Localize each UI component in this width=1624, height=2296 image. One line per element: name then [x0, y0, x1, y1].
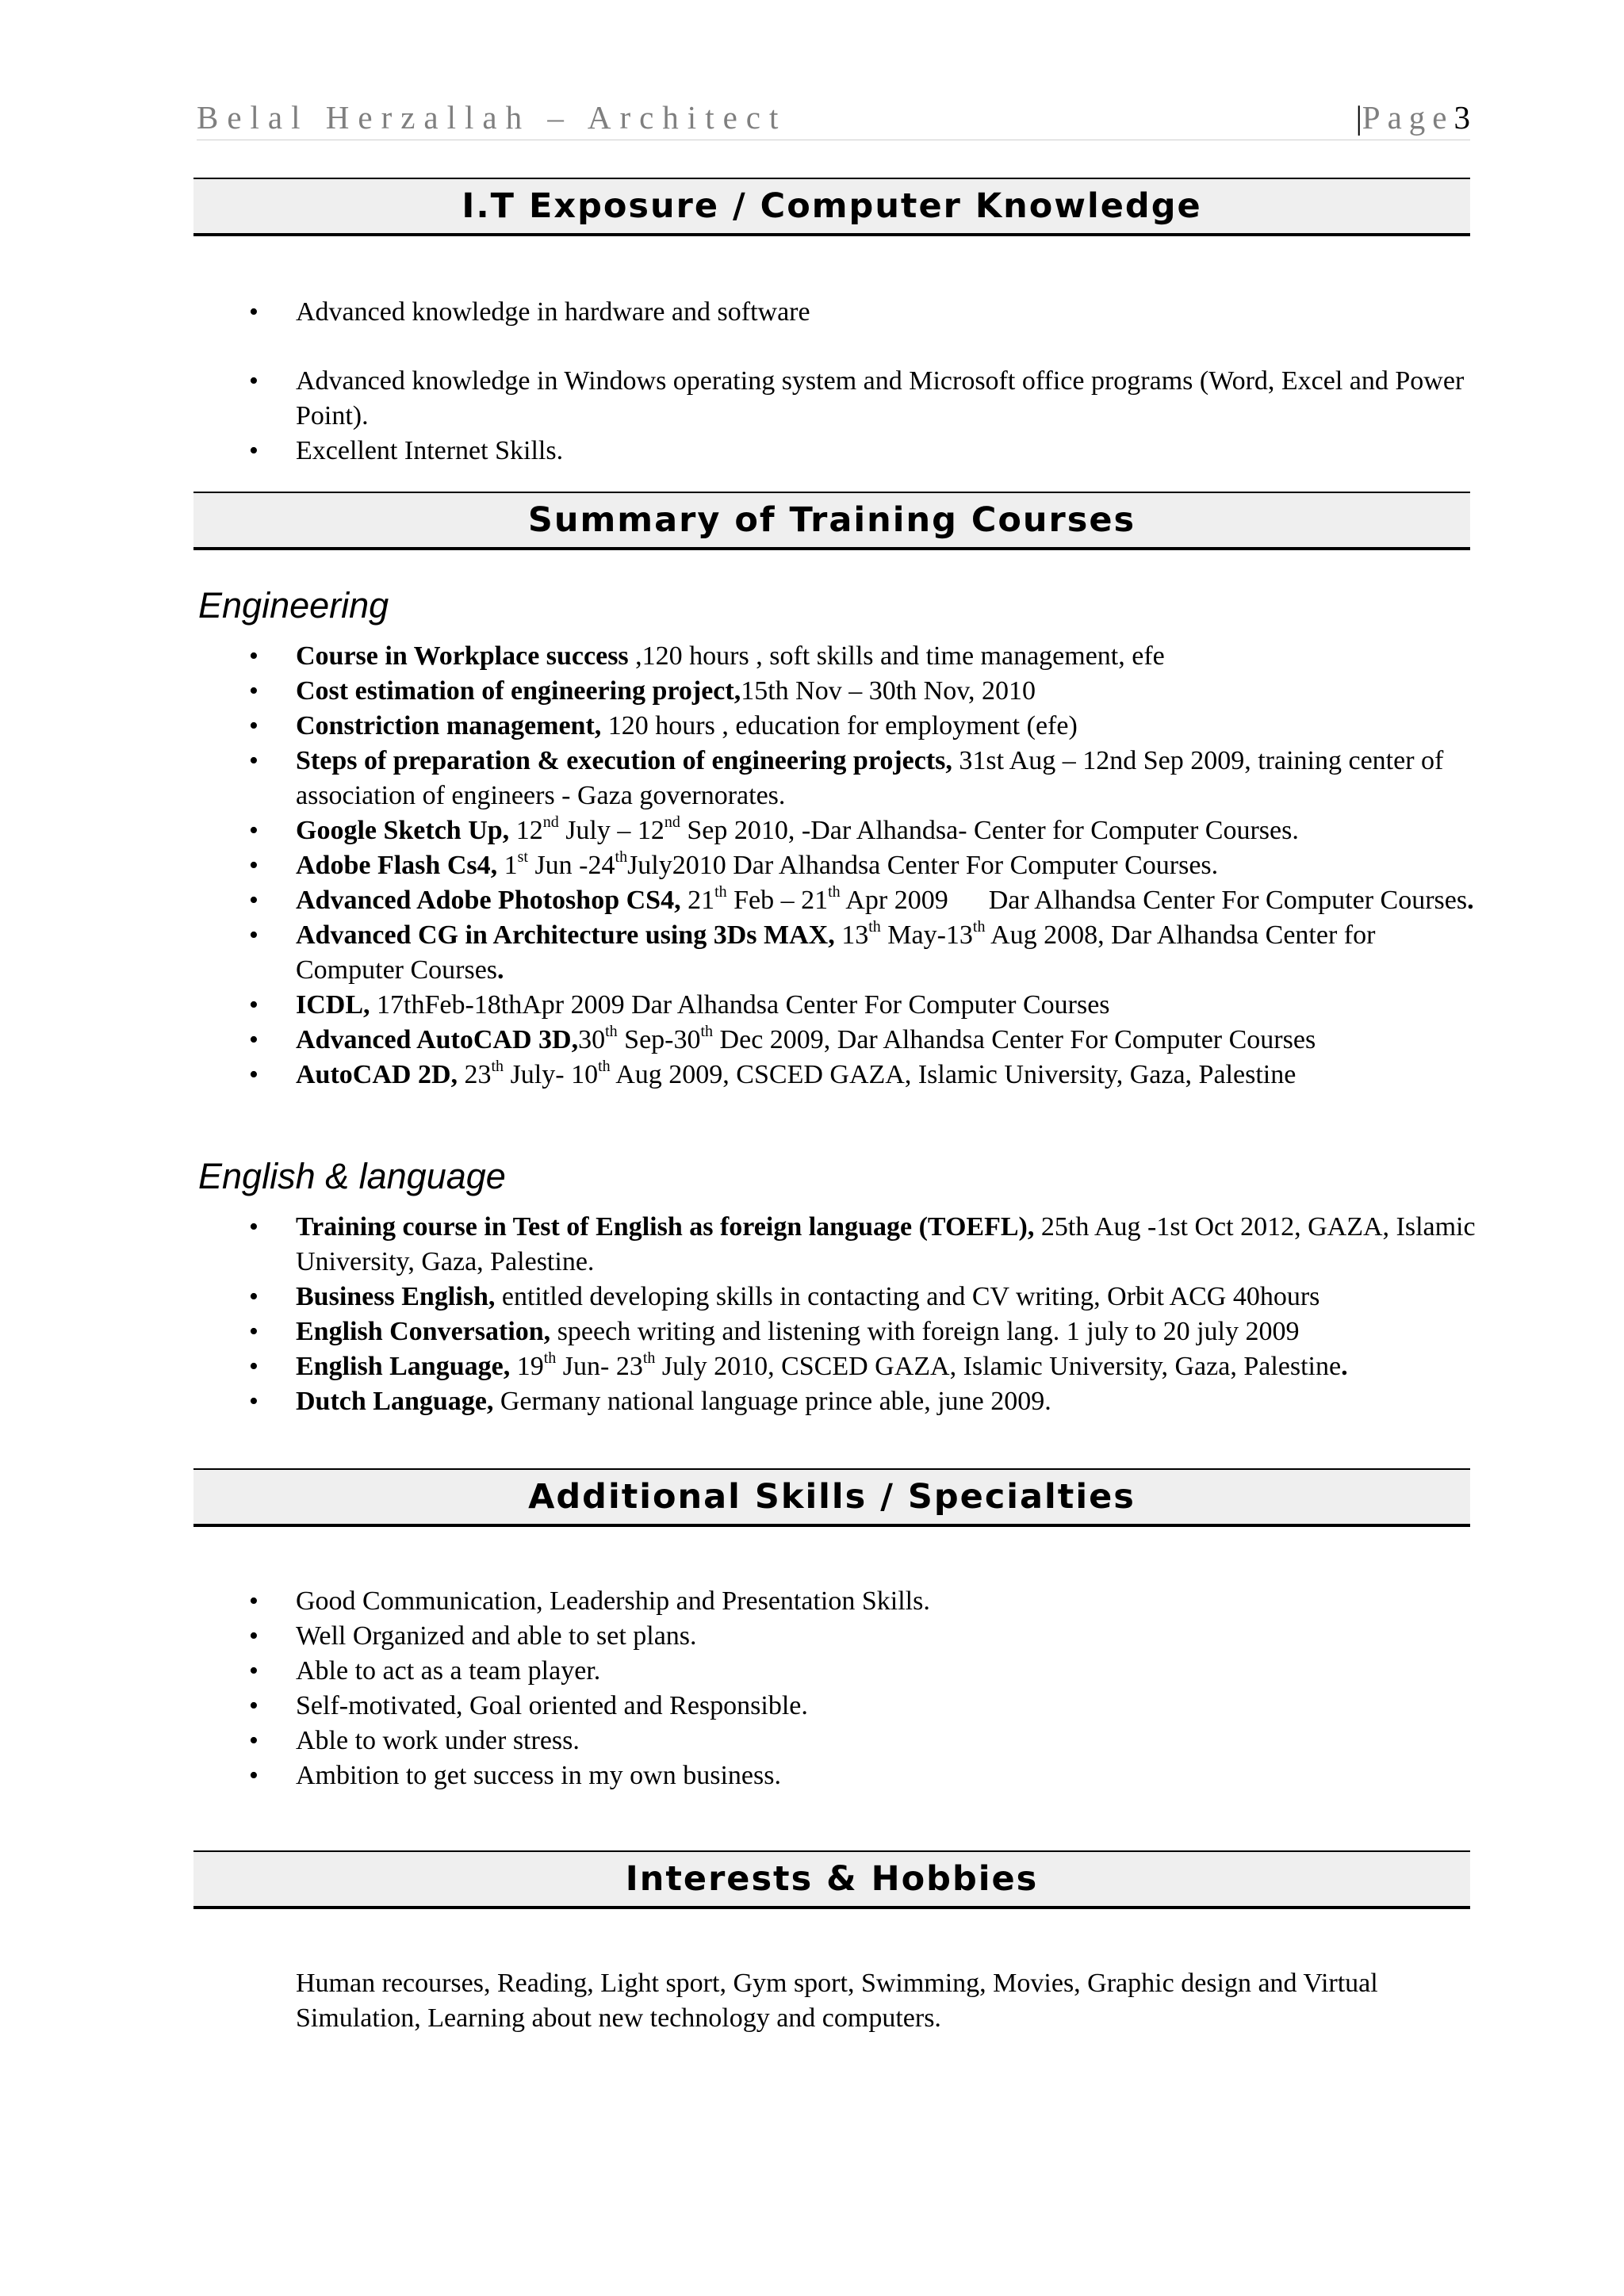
- page-separator: |: [1355, 99, 1362, 136]
- section-heading-hobbies: [193, 1850, 1470, 1909]
- list-item: • Self-motivated, Goal oriented and Responsible.: [249, 1691, 808, 1720]
- subheading-engineering: Engineering: [198, 585, 389, 626]
- list-item: • Advanced Adobe Photoshop CS4, 21th Feb – 21th Apr 2009 Dar Alhandsa Center For Computer Courses.: [249, 883, 1474, 915]
- list-item: • Adobe Flash Cs4, 1st Jun -24thJuly2010 Dar Alhandsa Center For Computer Courses.: [249, 848, 1219, 880]
- list-item: • Cost estimation of engineering project,15th Nov – 30th Nov, 2010: [249, 676, 1036, 706]
- list-item: • Advanced knowledge in Windows operating system and Microsoft office programs (Word, Excel and Power Point).: [249, 366, 1465, 430]
- section-heading-text: Interests & Hobbies: [625, 1859, 1039, 1899]
- list-item: • Business English, entitled developing skills in contacting and CV writing, Orbit ACG 40hours: [249, 1282, 1320, 1311]
- list-item: • ICDL, 17thFeb-18thApr 2009 Dar Alhandsa Center For Computer Courses: [249, 990, 1110, 1020]
- hobbies-paragraph: Human recourses, Reading, Light sport, Gym sport, Swimming, Movies, Graphic design and Virtual Simulation, Learning about new technology and computers.: [296, 1969, 1378, 2033]
- list-item: • Ambition to get success in my own business.: [249, 1761, 781, 1790]
- section-heading-text: Additional Skills / Specialties: [528, 1477, 1136, 1517]
- list-item: • Excellent Internet Skills.: [249, 436, 564, 465]
- list-item: • Well Organized and able to set plans.: [249, 1621, 697, 1651]
- list-item: • Google Sketch Up, 12nd July – 12nd Sep 2010, -Dar Alhandsa- Center for Computer Courses.: [249, 813, 1299, 845]
- section-heading-skills: [193, 1468, 1470, 1527]
- list-item: • Steps of preparation & execution of engineering projects, 31st Aug – 12nd Sep 2009, training center of association of engineers - Gaza governorates.: [249, 746, 1444, 810]
- english-courses-list: [0, 1210, 1485, 1419]
- list-item: • Able to work under stress.: [249, 1726, 580, 1755]
- list-item: • Advanced knowledge in hardware and software: [249, 297, 810, 327]
- page-indicator: [1356, 98, 1470, 136]
- list-item: • AutoCAD 2D, 23th July- 10th Aug 2009, CSCED GAZA, Islamic University, Gaza, Palestine: [249, 1058, 1297, 1089]
- page-label: Page: [1362, 99, 1454, 136]
- list-item: • Able to act as a team player.: [249, 1656, 601, 1686]
- engineering-courses-list: [0, 639, 1485, 1093]
- list-item: • English Language, 19th Jun- 23th July 2010, CSCED GAZA, Islamic University, Gaza, Palestine.: [249, 1349, 1348, 1381]
- page-header: [197, 94, 1470, 140]
- header-title: Belal Herzallah – Architect: [197, 99, 787, 136]
- list-item: • English Conversation, speech writing and listening with foreign lang. 1 july to 20 july 2009: [249, 1317, 1300, 1346]
- skills-list: [0, 1584, 1485, 1793]
- section-heading-text: Summary of Training Courses: [527, 500, 1136, 540]
- list-item: • Constriction management, 120 hours , education for employment (efe): [249, 711, 1078, 740]
- section-heading-training: [193, 492, 1470, 550]
- page-number: 3: [1454, 99, 1470, 136]
- list-item: • Dutch Language, Germany national language prince able, june 2009.: [249, 1387, 1051, 1416]
- list-item: • Advanced CG in Architecture using 3Ds MAX, 13th May-13th Aug 2008, Dar Alhandsa Center for Computer Courses.: [249, 918, 1376, 985]
- section-heading-text: I.T Exposure / Computer Knowledge: [462, 186, 1202, 226]
- list-item: • Training course in Test of English as foreign language (TOEFL), 25th Aug -1st Oct 2012, GAZA, Islamic University, Gaza, Palestine.: [249, 1212, 1476, 1276]
- subheading-english: English & language: [198, 1156, 506, 1196]
- list-item: • Advanced AutoCAD 3D,30th Sep-30th Dec 2009, Dar Alhandsa Center For Computer Courses: [249, 1023, 1316, 1054]
- list-item: • Good Communication, Leadership and Presentation Skills.: [249, 1586, 930, 1616]
- list-item: • Course in Workplace success ,120 hours , soft skills and time management, efe: [249, 641, 1165, 671]
- section-heading-it: [193, 178, 1470, 236]
- it-skills-list: [0, 295, 1485, 469]
